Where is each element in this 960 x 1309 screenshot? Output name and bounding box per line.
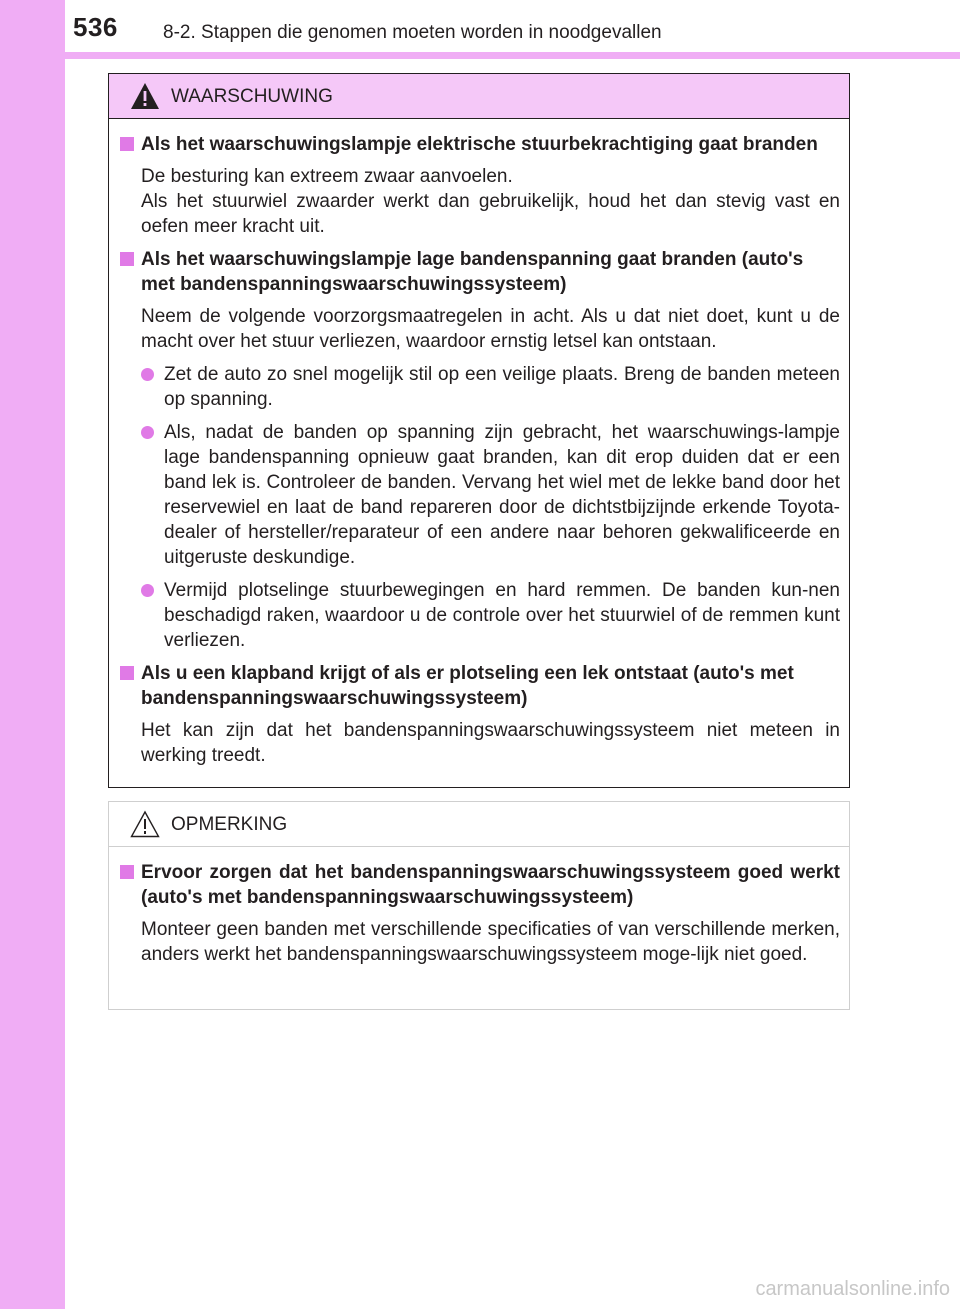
- warning-triangle-icon: [129, 81, 161, 111]
- heading-text: Ervoor zorgen dat het bandenspanningswaarschuwingssysteem goed werkt (auto's met bandenspanningswaarschuwingssysteem): [141, 862, 840, 908]
- note-header: [109, 802, 849, 847]
- section-title: 8-2. Stappen die genomen moeten worden in noodgevallen: [163, 22, 662, 43]
- bullet-item: [118, 578, 840, 653]
- warning-item-heading: [118, 132, 840, 157]
- square-bullet-icon: [120, 865, 134, 879]
- bullet-text: Vermijd plotselinge stuurbewegingen en hard remmen. De banden kun-nen beschadigd raken, waardoor u de controle over het stuurwiel of de remmen kunt verliezen.: [164, 580, 840, 651]
- warning-item-heading: [118, 247, 840, 297]
- note-body: [109, 847, 849, 967]
- round-bullet-icon: [141, 426, 154, 439]
- paragraph: Het kan zijn dat het bandenspanningswaarschuwingssysteem niet meteen in werking treedt.: [141, 720, 840, 766]
- bullet-text: Zet de auto zo snel mogelijk stil op een veilige plaats. Breng de banden meteen op spanning.: [164, 364, 840, 410]
- round-bullet-icon: [141, 368, 154, 381]
- bullet-item: [118, 420, 840, 570]
- note-label: OPMERKING: [171, 814, 288, 835]
- warning-item-heading: [118, 661, 840, 711]
- heading-text: Als u een klapband krijgt of als er plotseling een lek ontstaat (auto's met bandenspanningswaarschuwingssysteem): [141, 663, 794, 709]
- square-bullet-icon: [120, 252, 134, 266]
- side-strip: [0, 0, 65, 1309]
- page-number: 536: [73, 12, 118, 42]
- paragraph: Monteer geen banden met verschillende specificaties of van verschillende merken, anders werkt het bandenspanningswaarschuwingssysteem moge-lijk niet goed.: [141, 919, 840, 965]
- warning-header: [109, 74, 849, 119]
- note-box: [108, 801, 850, 1010]
- warning-box: [108, 73, 850, 788]
- note-item-heading: [118, 860, 840, 910]
- round-bullet-icon: [141, 584, 154, 597]
- heading-text: Als het waarschuwingslampje lage bandenspanning gaat branden (auto's met bandenspanningswaarschuwingssysteem): [141, 249, 804, 295]
- square-bullet-icon: [120, 137, 134, 151]
- warning-label: WAARSCHUWING: [171, 86, 333, 107]
- bullet-item: [118, 362, 840, 412]
- warning-body: [109, 119, 849, 768]
- paragraph: Neem de volgende voorzorgsmaatregelen in acht. Als u dat niet doet, kunt u de macht over het stuur verliezen, waardoor ernstig letsel kan ontstaan.: [141, 306, 840, 352]
- paragraph-line: De besturing kan extreem zwaar aanvoelen.: [141, 166, 513, 187]
- square-bullet-icon: [120, 666, 134, 680]
- header-rule: [0, 52, 960, 59]
- bullet-text: Als, nadat de banden op spanning zijn gebracht, het waarschuwings-lampje lage bandenspanning opnieuw gaat branden, kan dit erop duiden dat er een band lek is. Controleer de banden. Vervang het wiel met de lekke band door het reservewiel en laat de band repareren door de dichtstbijzijnde erkende Toyota-dealer of hersteller/reparateur of een andere naar behoren gekwalificeerde en uitgeruste deskundige.: [164, 422, 840, 568]
- paragraph-line: Als het stuurwiel zwaarder werkt dan gebruikelijk, houd het dan stevig vast en oefen meer kracht uit.: [141, 191, 840, 237]
- caution-outline-icon: [129, 809, 161, 839]
- watermark: carmanualsonline.info: [755, 1278, 950, 1300]
- heading-text: Als het waarschuwingslampje elektrische stuurbekrachtiging gaat branden: [141, 134, 818, 155]
- paragraph: [118, 164, 840, 239]
